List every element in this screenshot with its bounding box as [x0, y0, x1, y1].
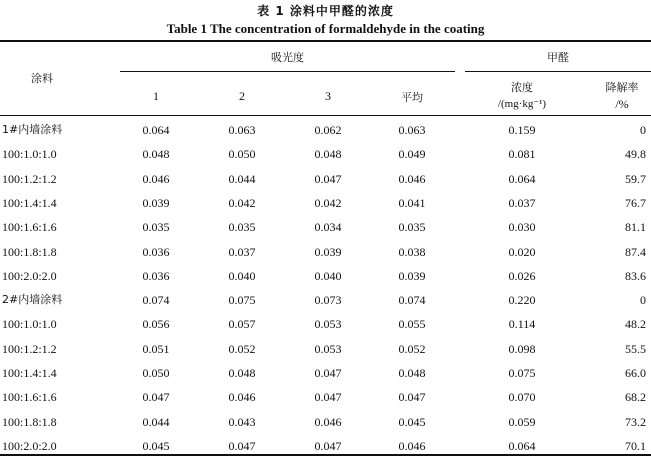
cell-absorbance-2: 0.046 [228, 390, 256, 405]
cell-absorbance-3: 0.062 [314, 123, 342, 137]
header-degradation-unit: /% [615, 97, 629, 111]
table-row [0, 118, 651, 142]
cell-formaldehyde-concentration: 0.037 [508, 195, 536, 210]
cell-absorbance-average: 0.063 [398, 123, 426, 137]
top-rule [0, 40, 651, 42]
cell-absorbance-2: 0.040 [228, 268, 256, 283]
cell-absorbance-3: 0.073 [314, 293, 342, 308]
cell-degradation-rate: 83.6 [625, 268, 646, 283]
cell-formaldehyde-concentration: 0.064 [508, 171, 536, 186]
cell-degradation-rate: 0 [640, 293, 646, 308]
cell-degradation-rate: 70.1 [625, 438, 646, 453]
cell-absorbance-average: 0.047 [398, 390, 426, 405]
table-row [0, 434, 651, 458]
header-absorbance: 吸光度 [271, 51, 304, 64]
cell-formaldehyde-concentration: 0.081 [508, 147, 536, 162]
cell-absorbance-2: 0.042 [228, 195, 256, 210]
cell-absorbance-2: 0.057 [228, 317, 256, 332]
cell-degradation-rate: 59.7 [625, 171, 646, 186]
cell-degradation-rate: 87.4 [625, 244, 646, 259]
cell-absorbance-3: 0.034 [314, 220, 342, 235]
table-row [0, 288, 651, 312]
cell-absorbance-1: 0.056 [142, 317, 170, 332]
cell-absorbance-3: 0.046 [314, 414, 342, 429]
cell-absorbance-3: 0.047 [314, 390, 342, 405]
cell-absorbance-1: 0.074 [142, 293, 170, 308]
cell-absorbance-1: 0.044 [142, 414, 170, 429]
cell-absorbance-1: 0.046 [142, 171, 170, 186]
cell-absorbance-average: 0.041 [398, 195, 426, 210]
cell-absorbance-1: 0.045 [142, 438, 170, 453]
cell-absorbance-2: 0.075 [228, 293, 256, 308]
cell-absorbance-2: 0.047 [228, 438, 256, 453]
header-formaldehyde: 甲醛 [547, 51, 569, 64]
cell-degradation-rate: 73.2 [625, 414, 646, 429]
cell-absorbance-2: 0.063 [228, 123, 256, 137]
cell-absorbance-average: 0.048 [398, 366, 426, 380]
table-row [0, 191, 651, 215]
table-row [0, 142, 651, 166]
cell-absorbance-average: 0.052 [398, 341, 426, 356]
cell-row-label: 100:1.2:1.2 [2, 341, 57, 356]
cell-row-label: 100:1.8:1.8 [2, 414, 57, 429]
cell-absorbance-3: 0.053 [314, 341, 342, 356]
cell-absorbance-1: 0.047 [142, 390, 170, 405]
cell-absorbance-3: 0.042 [314, 195, 342, 210]
cell-row-label: 100:1.0:1.0 [2, 147, 57, 162]
formaldehyde-group-rule [465, 71, 651, 72]
cell-absorbance-3: 0.047 [314, 438, 342, 453]
cell-degradation-rate: 81.1 [625, 220, 646, 235]
header-col-1: 1 [153, 89, 159, 103]
cell-degradation-rate: 66.0 [625, 366, 646, 380]
cell-degradation-rate: 55.5 [625, 341, 646, 356]
table-row [0, 240, 651, 264]
cell-degradation-rate: 49.8 [625, 147, 646, 162]
cell-absorbance-average: 0.046 [398, 438, 426, 453]
table-caption-chinese: 表 1 涂料中甲醛的浓度 [257, 4, 394, 18]
cell-absorbance-1: 0.039 [142, 195, 170, 210]
cell-absorbance-average: 0.046 [398, 171, 426, 186]
cell-degradation-rate: 48.2 [625, 317, 646, 332]
cell-formaldehyde-concentration: 0.020 [508, 244, 536, 259]
table-row [0, 410, 651, 434]
table-row [0, 264, 651, 288]
table-caption-english: Table 1 The concentration of formaldehyde in the coating [166, 21, 485, 36]
table-row [0, 385, 651, 409]
cell-absorbance-1: 0.064 [142, 123, 170, 137]
cell-row-label: 100:1.4:1.4 [2, 195, 57, 210]
cell-row-label: 100:1.4:1.4 [2, 366, 57, 380]
table-row [0, 312, 651, 336]
cell-absorbance-2: 0.050 [228, 147, 256, 162]
cell-degradation-rate: 76.7 [625, 195, 646, 210]
cell-absorbance-3: 0.047 [314, 171, 342, 186]
table-row [0, 337, 651, 361]
cell-absorbance-1: 0.036 [142, 244, 170, 259]
cell-absorbance-1: 0.051 [142, 341, 170, 356]
cell-absorbance-2: 0.037 [228, 244, 256, 259]
cell-absorbance-average: 0.049 [398, 147, 426, 162]
cell-formaldehyde-concentration: 0.114 [508, 317, 536, 332]
cell-formaldehyde-concentration: 0.064 [508, 438, 536, 453]
cell-row-label: 100:2.0:2.0 [2, 438, 57, 453]
cell-absorbance-3: 0.047 [314, 366, 342, 380]
cell-absorbance-3: 0.053 [314, 317, 342, 332]
header-average: 平均 [401, 91, 423, 104]
cell-row-label: 100:1.6:1.6 [2, 390, 57, 405]
cell-row-label: 100:1.2:1.2 [2, 171, 57, 186]
cell-absorbance-average: 0.074 [398, 293, 426, 308]
cell-absorbance-1: 0.050 [142, 366, 170, 380]
cell-degradation-rate: 0 [640, 123, 646, 137]
absorbance-group-rule [120, 71, 455, 72]
cell-absorbance-1: 0.036 [142, 268, 170, 283]
cell-formaldehyde-concentration: 0.075 [508, 366, 536, 380]
cell-absorbance-3: 0.040 [314, 268, 342, 283]
header-concentration: 浓度 [511, 81, 533, 94]
cell-row-label: 100:2.0:2.0 [2, 268, 57, 283]
header-col-3: 3 [325, 89, 331, 103]
header-concentration-unit: /(mg·kg⁻¹) [497, 98, 547, 110]
cell-absorbance-1: 0.048 [142, 147, 170, 162]
cell-row-label: 2#内墙涂料 [2, 293, 63, 307]
cell-absorbance-average: 0.045 [398, 414, 426, 429]
cell-absorbance-3: 0.048 [314, 147, 342, 162]
cell-absorbance-3: 0.039 [314, 244, 342, 259]
cell-absorbance-average: 0.039 [398, 268, 426, 283]
cell-absorbance-average: 0.038 [398, 244, 426, 259]
table-row [0, 215, 651, 239]
header-coating: 涂料 [31, 72, 53, 85]
header-col-2: 2 [239, 89, 245, 103]
cell-formaldehyde-concentration: 0.026 [508, 268, 536, 283]
cell-formaldehyde-concentration: 0.098 [508, 341, 536, 356]
cell-row-label: 1#内墙涂料 [2, 123, 63, 136]
cell-absorbance-2: 0.043 [228, 414, 256, 429]
header-bottom-rule [0, 115, 651, 116]
cell-absorbance-2: 0.035 [228, 220, 256, 235]
table-row [0, 167, 651, 191]
cell-formaldehyde-concentration: 0.059 [508, 414, 536, 429]
cell-absorbance-average: 0.035 [398, 220, 426, 235]
cell-formaldehyde-concentration: 0.220 [508, 293, 536, 308]
cell-absorbance-2: 0.052 [228, 341, 256, 356]
cell-row-label: 100:1.8:1.8 [2, 244, 57, 259]
cell-degradation-rate: 68.2 [625, 390, 646, 405]
cell-absorbance-2: 0.048 [228, 366, 256, 380]
cell-absorbance-1: 0.035 [142, 220, 170, 235]
cell-formaldehyde-concentration: 0.159 [508, 123, 536, 137]
cell-formaldehyde-concentration: 0.070 [508, 390, 536, 405]
header-degradation-rate: 降解率 [605, 81, 639, 94]
cell-row-label: 100:1.0:1.0 [2, 317, 57, 332]
table-row [0, 361, 651, 385]
cell-absorbance-average: 0.055 [398, 317, 426, 332]
cell-absorbance-2: 0.044 [228, 171, 256, 186]
cell-row-label: 100:1.6:1.6 [2, 220, 57, 235]
cell-formaldehyde-concentration: 0.030 [508, 220, 536, 235]
